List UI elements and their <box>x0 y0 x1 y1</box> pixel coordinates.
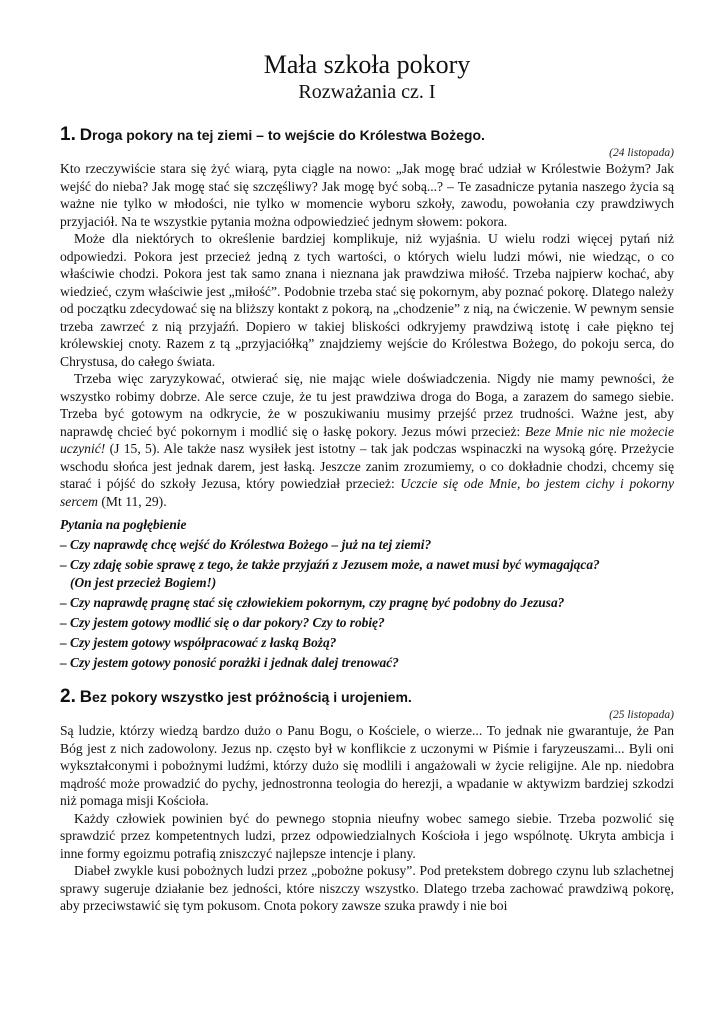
section-1-paragraph-2: Może dla niektórych to określenie bardziej komplikuje, niż wyjaśnia. U wielu rodzi więcej pytań niż odpowiedzi. Pokora jest przecież jedną z tych wartości, o których wielu ludzi mówi, nie wiedząc, o co właściwie chodzi. Pokora jest tak samo znana i nieznana jak prawdziwa miłość. Trzeba najpierw kochać, aby wiedzieć, czym właściwie jest „miłość”. Podobnie trzeba stać się pokornym, aby poznać pokorę. Dlatego należy od początku zdecydować się na bliższy kontakt z pokorą, na „chodzenie” z nią, na ćwiczenie. W pewnym sensie trzeba zawrzeć z nią przyjaźń. Dopiero w takiej bliskości odkryjemy prawdziwą istotę i całe piękno tej królewskiej cnoty. Razem z tą „przyjaciółką” znajdziemy wejście do Królestwa Bożego, do pokoju serca, do Chrystusa, do całego świata. <box>60 231 674 369</box>
section-2 <box>60 686 674 915</box>
document-page <box>60 50 674 915</box>
question-continuation: (On jest przecież Bogiem!) <box>70 575 217 590</box>
paragraph-text: (J 15, 5). Ale także nasz wysiłek jest istotny – tak jak podczas wspinaczki na wysoką górę. Przeżycie wschodu słońca jest jednak darem, jest łaską. Jeszcze zanim zrozumiemy, o co dokładnie chodzi, chcemy się starać i pójść do szkoły Jezusa, który powiedział przecież: <box>60 441 674 491</box>
section-1-number: 1. <box>60 124 76 145</box>
section-2-date: (25 listopada) <box>609 709 674 721</box>
section-2-heading-initial: B <box>79 687 93 706</box>
question-item: – Czy jestem gotowy ponosić porażki i jednak dalej trenować? <box>60 655 399 670</box>
question-text: – Czy zdaję sobie sprawę z tego, że także przyjaźń z Jezusem może, a nawet musi być wymagająca? <box>60 557 600 572</box>
section-1-heading-text: roga pokory na tej ziemi – to wejście do Królestwa Bożego. <box>92 127 485 143</box>
section-1-paragraph-3 <box>60 370 674 510</box>
section-2-number: 2. <box>60 686 76 707</box>
section-1-paragraph-1: Kto rzeczywiście stara się żyć wiarą, pyta ciągle na nowo: „Jak mogę brać udział w Królestwie Bożym? Jak wejść do nieba? Jak mogę stać się szczęśliwy? Jak mogę być sobą...? – Te zasadnicze pytania naszego życia są ważne nie tylko w młodości, nie tylko w momencie wyboru szkoły, zawodu, powołania czy prawdziwych przyjaciół. Na te wszystkie pytania można odpowiedzieć jednym słowem: pokora. <box>60 161 674 229</box>
section-1-date: (24 listopada) <box>609 147 674 159</box>
question-item: – Czy jestem gotowy modlić się o dar pokory? Czy to robię? <box>60 615 385 630</box>
question-item <box>60 556 674 592</box>
question-item: – Czy naprawdę chcę wejść do Królestwa Bożego – już na tej ziemi? <box>60 537 432 552</box>
scripture-quote: Uczcie się ode Mnie, bo jestem cichy i pokorny sercem <box>60 476 675 509</box>
questions-heading: Pytania na pogłębienie <box>60 517 187 532</box>
document-title: Mała szkoła pokory <box>263 50 471 79</box>
section-2-paragraph-3: Diabeł zwykle kusi pobożnych ludzi przez „pobożne pokusy”. Pod pretekstem dobrego czynu lub szlachetnej sprawy sugeruje działanie bez jedności, które niszczy wszystko. Dlatego trzeba zachować prawdziwą pokorę, aby przeciwstawić się tym pokusom. Cnota pokory zawsze szuka prawdy i nie boi <box>60 863 674 913</box>
question-item: – Czy jestem gotowy współpracować z łaską Bożą? <box>60 635 337 650</box>
section-2-heading-text: ez pokory wszystko jest próżnością i urojeniem. <box>92 689 412 705</box>
section-2-paragraph-1: Są ludzie, którzy wiedzą bardzo dużo o Panu Bogu, o Kościele, o wierze... To jednak nie gwarantuje, że Pan Bóg jest z nich zadowolony. Jezus np. często był w konflikcie z uczonymi w Piśmie i faryzeuszami... Byli oni wykształconymi i pobożnymi ludźmi, którzy dużo się modlili i angażowali w życie religijne. Ale np. niedobra mądrość może prowadzić do pychy, jednostronna teologia do herezji, a wpadanie w aktywizm bardziej szkodzi niż pomaga misji Kościoła. <box>60 723 674 808</box>
document-subtitle: Rozważania cz. I <box>298 81 436 103</box>
question-item: – Czy naprawdę pragnę stać się człowiekiem pokornym, czy pragnę być podobny do Jezusa? <box>60 595 565 610</box>
reflection-questions <box>60 516 674 672</box>
section-2-heading <box>60 686 674 708</box>
paragraph-text: Trzeba więc zaryzykować, otwierać się, nie mając wiele doświadczenia. Nigdy nie mamy pewności, że wszystko robimy dobrze. Ale serce czuje, że tu jest prawdziwa droga do Boga, a zarazem do samego siebie. Trzeba być gotowym na odkrycie, że w poszukiwaniu musimy przejść przez trudności. Ważne jest, aby naprawdę chcieć być pokornym i modlić się o łaskę pokory. Jezus mówi przecież: <box>60 371 674 439</box>
paragraph-text: (Mt 11, 29). <box>98 493 167 509</box>
section-1 <box>60 124 674 672</box>
section-1-heading-initial: D <box>79 125 93 144</box>
section-1-heading <box>60 124 674 146</box>
section-2-paragraph-2: Każdy człowiek powinien być do pewnego stopnia nieufny wobec samego siebie. Trzeba pozwolić się sprawdzić przez kompetentnych ludzi, przez odpowiedzialnych Kościoła i jego wspólnotę. Ukryta ambicja i inne formy egoizmu potrafią zniszczyć najlepsze intencje i plany. <box>60 810 674 861</box>
scripture-quote: Beze Mnie nic nie możecie uczynić! <box>60 423 674 456</box>
